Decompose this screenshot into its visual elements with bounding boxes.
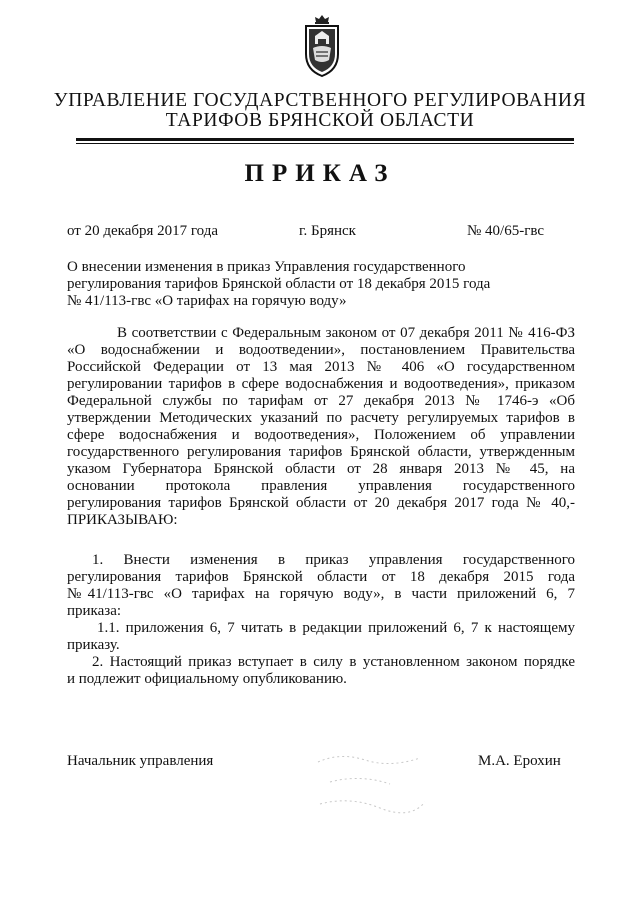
order-directive: ПРИКАЗЫВАЮ: [67,512,178,528]
subject-line: № 41/113-гвс «О тарифах на горячую воду» [67,293,347,309]
item-line: 2. Настоящий приказ вступает в силу в установленном законом порядке [92,654,575,670]
org-name-line2: ТАРИФОВ БРЯНСКОЙ ОБЛАСТИ [165,110,475,131]
item-line: приказу. [67,637,120,653]
preamble-paragraph [67,325,575,529]
subject-line: регулирования тарифов Брянской области от 18 декабря 2015 года [67,276,491,292]
preamble-line: государственного регулирования тарифов Брянской области, утвержденным [67,444,575,460]
item-line: и подлежит официальному опубликованию. [67,671,347,687]
org-name-line1: УПРАВЛЕНИЕ ГОСУДАРСТВЕННОГО РЕГУЛИРОВАНИЯ [53,90,587,111]
subject-line: О внесении изменения в приказ Управления государственного [67,259,466,275]
preamble-line: сфере водоснабжения и водоотведения», Положением об управлении [67,427,575,443]
preamble-line: регулировании тарифов в сфере водоснабжения и водоотведения», приказом [67,376,575,392]
faint-stamp-mark [310,742,430,822]
coat-of-arms-emblem [302,14,342,80]
preamble-line: утверждении Методических указаний по расчету регулируемых тарифов в [67,410,575,426]
item-line: приказа: [67,603,122,619]
item-line: 1. Внести изменения в приказ управления государственного [92,552,575,568]
item-line: 1.1. приложения 6, 7 читать в редакции приложений 6, 7 к настоящему [97,620,575,636]
preamble-line: Федеральной службы по тарифам от 27 декабря 2013 № 1746-э «Об [67,393,575,409]
signatory-name: М.А. Ерохин [478,753,561,769]
order-city: г. Брянск [299,223,356,239]
item-line: №41/113-гвс «О тарифах на горячую воду», в части приложений 6, 7 [67,586,575,602]
header-divider-thin [76,143,574,144]
header-divider-thick [76,138,574,141]
order-subject [67,259,490,310]
order-date: от 20 декабря 2017 года [67,223,219,239]
preamble-line: В соответствии с Федеральным законом от 07 декабря 2011 № 416-ФЗ [117,325,575,341]
preamble-line: указом Губернатора Брянской области от 28 января 2013 № 45, на [67,461,575,477]
order-items [67,552,575,688]
preamble-line: основании протокола правления управления государственного [67,478,575,494]
order-number: № 40/65-гвс [467,223,545,239]
item-line: регулирования тарифов Брянской области от 18 декабря 2015 года [67,569,575,585]
preamble-line: «О водоснабжении и водоотведении», постановлением Правительства [67,342,575,358]
signatory-position: Начальник управления [67,753,214,769]
preamble-line: Российской Федерации от 13 мая 2013 № 406 «О государственном [67,359,575,375]
preamble-line: регулирования тарифов Брянской области от 20 декабря 2017 года № 40,- [67,495,575,511]
document-title: ПРИКАЗ [244,160,396,187]
